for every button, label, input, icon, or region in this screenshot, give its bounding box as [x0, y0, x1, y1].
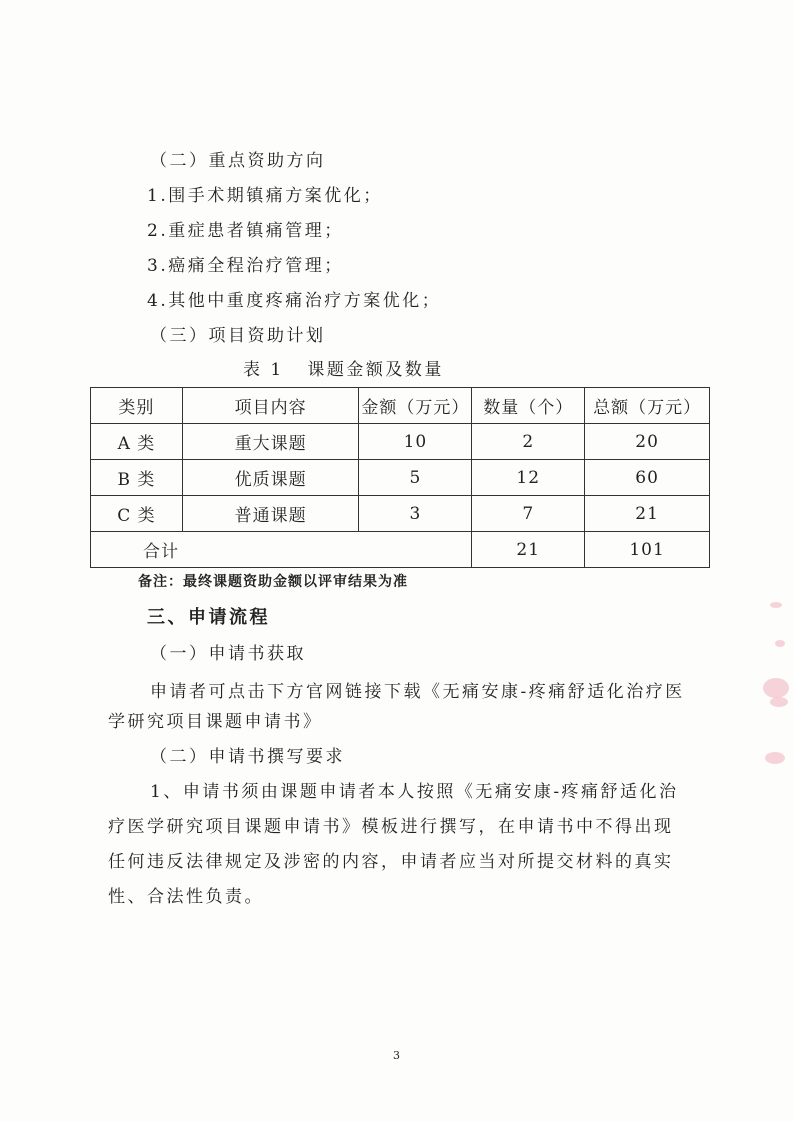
cell-content: 重大课题 — [182, 424, 359, 460]
cell-count: 2 — [472, 424, 585, 460]
table-row — [91, 496, 710, 532]
direction-item-1: 1.围手术期镇痛方案优化； — [147, 186, 383, 206]
subheading-obtain-form: （一）申请书获取 — [150, 644, 306, 664]
cell-amount: 5 — [359, 460, 472, 496]
paragraph-requirements-line-4: 性、合法性负责。 — [108, 887, 264, 907]
paragraph-requirements-line-3: 任何违反法律规定及涉密的内容，申请者应当对所提交材料的真实 — [108, 852, 674, 872]
header-total: 总额（万元） — [585, 388, 710, 424]
table-header-row — [91, 388, 710, 424]
direction-item-3: 3.癌痛全程治疗管理； — [147, 256, 344, 276]
header-count: 数量（个） — [472, 388, 585, 424]
table-caption: 表 1 课题金额及数量 — [243, 360, 444, 380]
cell-category: B 类 — [91, 460, 183, 496]
cell-category: C 类 — [91, 496, 183, 532]
section-heading-key-directions: （二）重点资助方向 — [150, 151, 326, 171]
cell-category: A 类 — [91, 424, 183, 460]
table-row — [91, 460, 710, 496]
cell-total: 60 — [585, 460, 710, 496]
funding-table — [90, 387, 710, 568]
paragraph-requirements-line-1: 1、申请书须由课题申请者本人按照《无痛安康-疼痛舒适化治 — [150, 782, 679, 802]
direction-item-2: 2.重症患者镇痛管理； — [147, 221, 344, 241]
page-number: 3 — [393, 1049, 400, 1062]
section-heading-funding-plan: （三）项目资助计划 — [150, 326, 326, 346]
subheading-writing-requirements: （二）申请书撰写要求 — [150, 747, 345, 767]
total-count: 21 — [472, 532, 585, 568]
direction-item-4: 4.其他中重度疼痛治疗方案优化； — [147, 291, 442, 311]
cell-count: 7 — [472, 496, 585, 532]
paragraph-obtain-line-2: 学研究项目课题申请书》 — [108, 712, 323, 732]
table-total-row — [91, 532, 710, 568]
table-row — [91, 424, 710, 460]
header-category: 类别 — [91, 388, 183, 424]
header-content: 项目内容 — [182, 388, 359, 424]
cell-content: 普通课题 — [182, 496, 359, 532]
table-note: 备注：最终课题资助金额以评审结果为准 — [138, 574, 408, 590]
header-amount: 金额（万元） — [359, 388, 472, 424]
cell-total: 20 — [585, 424, 710, 460]
cell-content: 优质课题 — [182, 460, 359, 496]
cell-count: 12 — [472, 460, 585, 496]
cell-total: 21 — [585, 496, 710, 532]
chapter-heading-application-process: 三、申请流程 — [147, 607, 270, 628]
total-label: 合计 — [91, 532, 472, 568]
total-amount: 101 — [585, 532, 710, 568]
paragraph-obtain-line-1: 申请者可点击下方官网链接下载《无痛安康-疼痛舒适化治疗医 — [150, 682, 685, 702]
cell-amount: 3 — [359, 496, 472, 532]
paragraph-requirements-line-2: 疗医学研究项目课题申请书》模板进行撰写，在申请书中不得出现 — [108, 817, 674, 837]
cell-amount: 10 — [359, 424, 472, 460]
